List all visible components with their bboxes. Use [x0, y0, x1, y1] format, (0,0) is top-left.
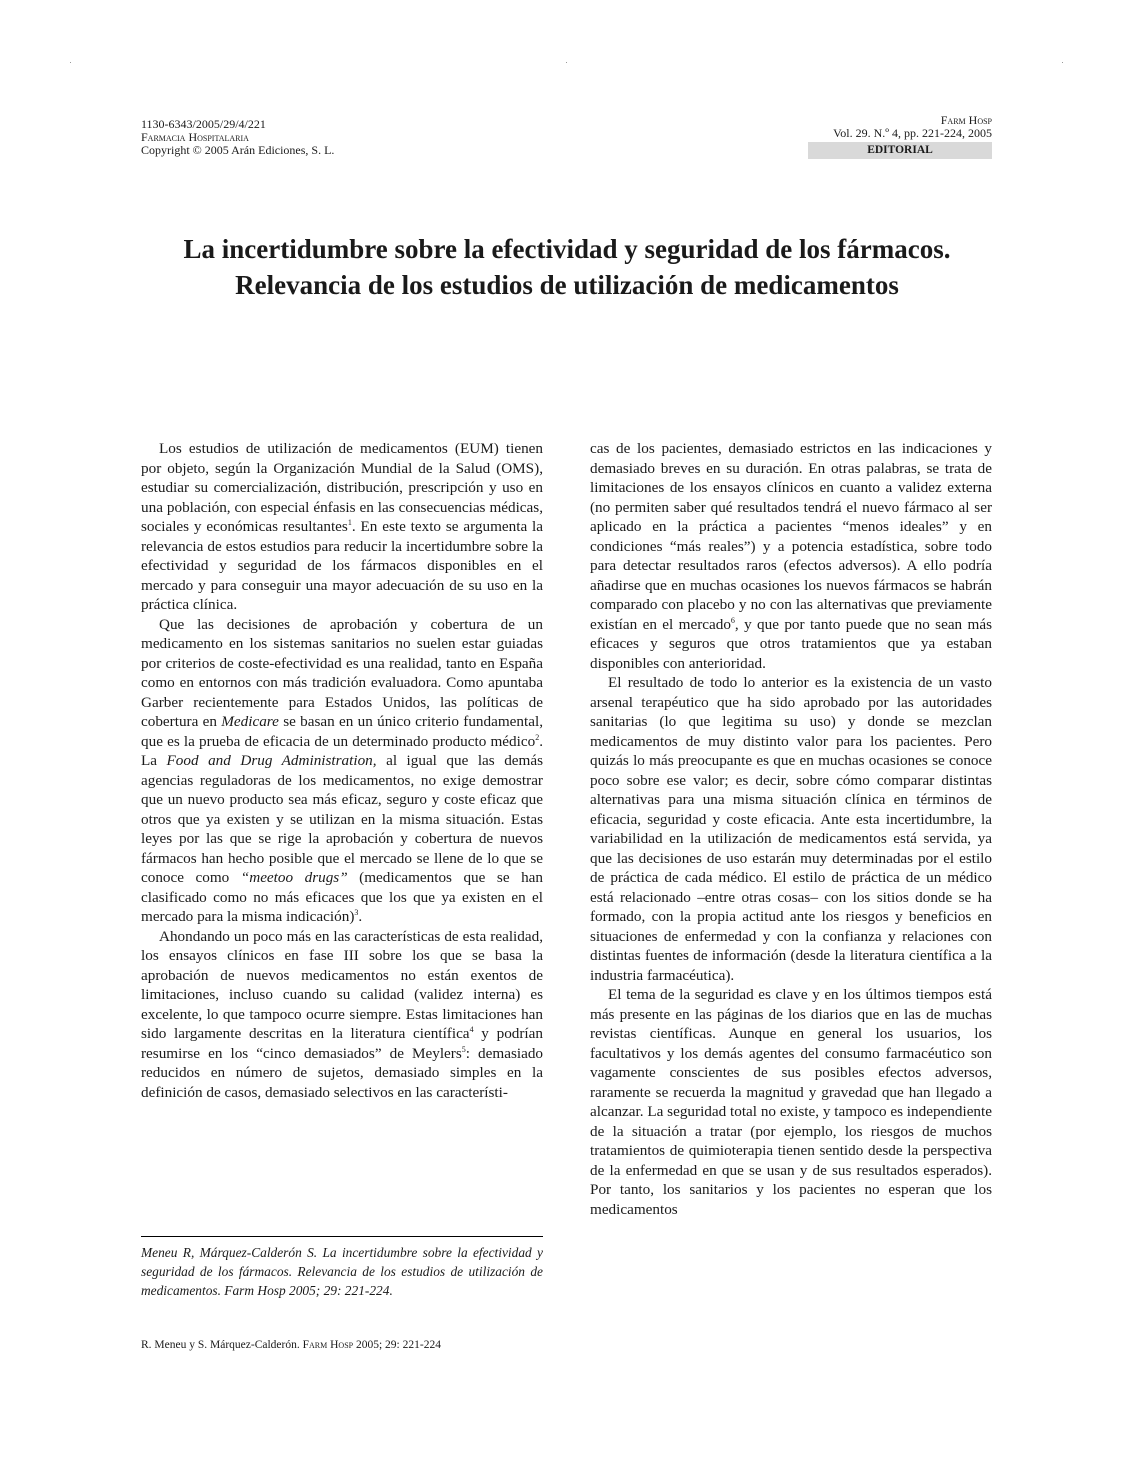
reference-marker: 4 [469, 1024, 474, 1034]
volume-info: Vol. 29. N.º 4, pp. 221-224, 2005 [833, 126, 992, 140]
scan-mark [566, 62, 567, 63]
footer-authors: R. Meneu y S. Márquez-Calderón. [141, 1339, 300, 1351]
reference-marker: 3 [354, 907, 359, 917]
paragraph: Que las decisiones de aprobación y cobertura de un medicamento en los sistemas sanitarios no suelen estar guiadas por criterios de coste-efectividad es una realidad, tanto en España como en entornos con más tradición evaluadora. Como apuntaba Garber recientemente para Estados Unidos, las políticas de cobertura en Medicare se basan en un único criterio fundamental, que es la prueba de eficacia de un determinado producto médico$^2$. La Food and Drug Administration, al igual que las demás agencias reguladoras de los medicamentos, no exige demostrar que un nuevo producto sea más eficaz, seguro y coste eficaz que otros que ya existen y se utilizan en la misma situación. Estas leyes por las que se rige la aprobación y cobertura de nuevos fármacos han hecho posible que el mercado se llene de lo que se conoce como “meetoo drugs” (medicamentos que se han clasificado como no más eficaces que los que ya existen en el mercado para la misma indicación)$^3$. [141, 615, 543, 925]
journal-name: Farmacia Hospitalaria [141, 130, 249, 144]
left-column [141, 439, 543, 1102]
reference-marker: 5 [461, 1044, 466, 1054]
paragraph: cas de los pacientes, demasiado estrictos en las indicaciones y demasiado breves en su duración. En otras palabras, se trata de limitaciones de los ensayos clínicos en cuanto a validez externa (no permiten saber qué resultados tendrá el nuevo fármaco al ser aplicado en la práctica a pacientes “menos ideales” y en condiciones “más reales”) y a potencia estadística, sobre todo para detectar resultados raros (efectos adversos). A ello podría añadirse que en muchas ocasiones los nuevos fármacos se habrán comparado con placebo y no con las alternativas que previamente existían en el mercado$^6$, y que por tanto puede que no sean más eficaces y seguros que otros tratamientos que ya estaban disponibles con anterioridad. [590, 440, 992, 672]
right-column [590, 439, 992, 1219]
paragraph: El tema de la seguridad es clave y en los últimos tiempos está más presente en las páginas de los diarios que en las de muchas revistas científicas. Aunque en general los usuarios, los facultativos y los demás agentes del consumo farmacéutico son vagamente conscientes de sus posibles efectos adversos, raramente se recuerda la magnitud y gravedad que han llegado a alcanzar. La seguridad total no existe, y tampoco es independiente de la situación a tratar (por ejemplo, los riesgos de muchos tratamientos de quimioterapia tienen sentido desde la perspectiva de la enfermedad en que se usan y de sus resultados esperados). Por tanto, los sanitarios y los pacientes no esperan que los medicamentos [590, 986, 992, 1218]
section-label: EDITORIAL [808, 142, 992, 159]
article-title: La incertidumbre sobre la efectividad y seguridad de los fármacos. Relevancia de los estudios de utilización de medicamentos [183, 234, 951, 300]
footer-journal: Farm Hosp [302, 1339, 354, 1351]
journal-abbr: Farm Hosp [940, 113, 992, 127]
paragraph: El resultado de todo lo anterior es la existencia de un vasto arsenal terapéutico que ha sido aprobado por las autoridades sanitarias (lo que legitima su uso) y donde se mezclan medicamentos de muy distinto valor para los pacientes. Pero quizás lo más preocupante es que en muchas ocasiones se conoce poco sobre ese valor; es decir, sobre cómo comparar distintas alternativas para una misma situación clínica en términos de eficacia, seguridad y coste eficacia. Ante esta incertidumbre, la variabilidad en la utilización de medicamentos está servida, ya que las decisiones de uso estarán muy determinadas por el estilo de práctica de cada médico. El estilo de práctica de un médico está relacionado –entre otras cosas– con los sitios donde se ha formado, con la propia actitud ante los riesgos y beneficios en situaciones de enfermedad y con la confianza y relaciones con distintas fuentes de información (desde la literatura científica a la industria farmacéutica). [590, 674, 992, 984]
page-footer [141, 1338, 441, 1352]
footer-ref: 2005; 29: 221-224 [355, 1339, 441, 1351]
issue-info [808, 114, 992, 159]
footnote-rule [141, 1236, 543, 1237]
issn: 1130-6343/2005/29/4/221 [141, 117, 266, 131]
reference-marker: 1 [347, 517, 352, 527]
reference-marker: 6 [730, 615, 735, 625]
paragraph: Ahondando un poco más en las características de esta realidad, los ensayos clínicos en fase III sobre los que se basa la aprobación de nuevos medicamentos no están exentos de limitaciones, incluso cuando su calidad (validez interna) es excelente, lo que tampoco ocurre siempre. Estas limitaciones han sido largamente descritas en la literatura científica$^4$ y podrían resumirse en los “cinco demasiados” de Meylers$^5$: demasiado reducidos en número de sujetos, demasiado simples en la definición de casos, demasiado selectivos en las característi- [141, 927, 544, 1101]
paragraph: Los estudios de utilización de medicamentos (EUM) tienen por objeto, según la Organización Mundial de la Salud (OMS), estudiar su comercialización, distribución, prescripción y uso en una población, con especial énfasis en las consecuencias médicas, sociales y económicas resultantes$^1$. En este texto se argumenta la relevancia de estos estudios para reducir la incertidumbre sobre la efectividad y seguridad de los fármacos disponibles en el mercado y para conseguir una mayor adecuación de su uso en la práctica clínica. [141, 440, 543, 613]
reference-marker: 2 [535, 732, 540, 742]
citation: Meneu R, Márquez-Calderón S. La incertidumbre sobre la efectividad y seguridad de los fármacos. Relevancia de los estudios de utilización de medicamentos. Farm Hosp 2005; 29: 221-224. [141, 1245, 543, 1298]
scan-mark [1062, 62, 1063, 63]
copyright: Copyright © 2005 Arán Ediciones, S. L. [141, 143, 335, 157]
scan-mark [70, 62, 71, 63]
journal-info [141, 118, 334, 157]
